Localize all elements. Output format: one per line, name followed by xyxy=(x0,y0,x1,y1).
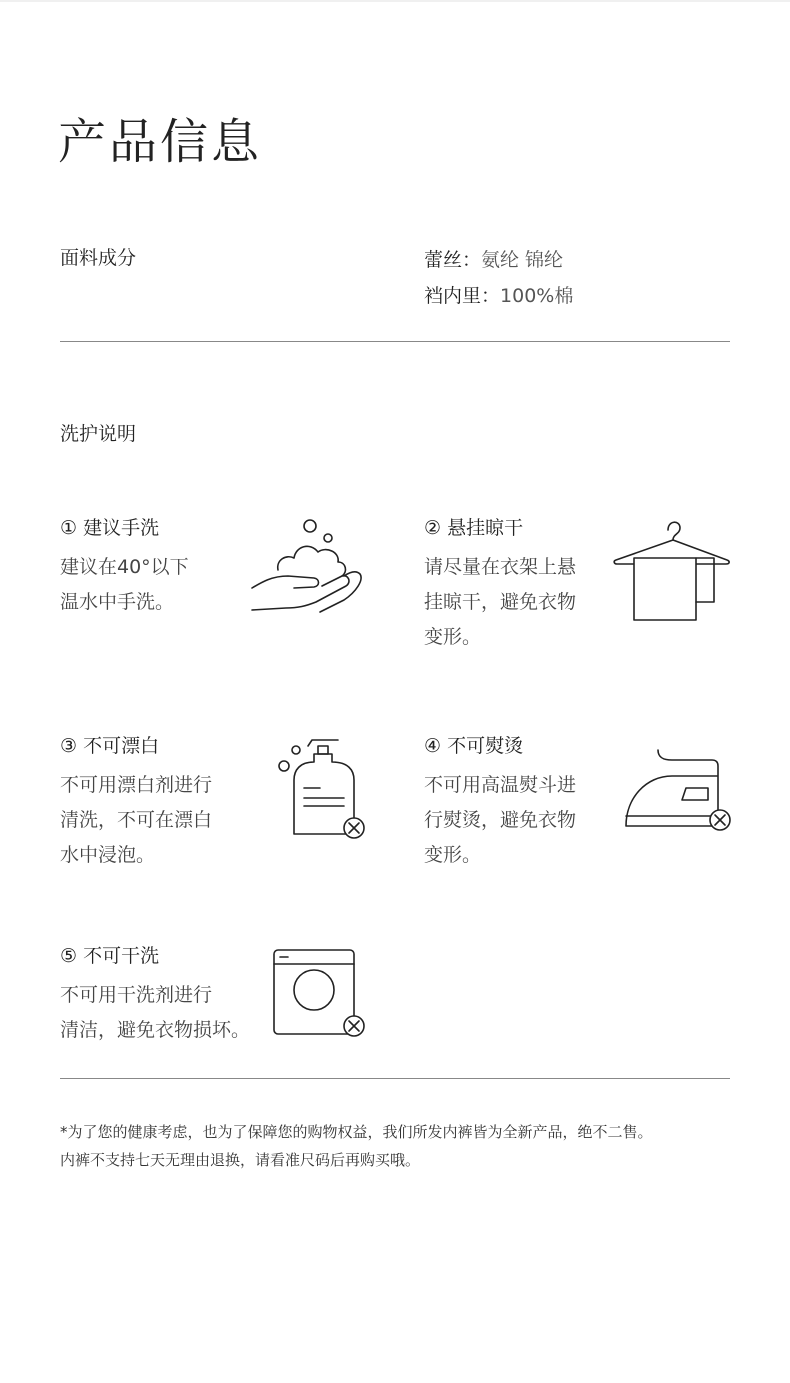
care-instructions-title: 洗护说明 xyxy=(60,423,137,445)
purchase-notice xyxy=(60,1118,653,1174)
care-item-title: ⑤ 不可干洗 xyxy=(60,945,160,967)
fabric-key: 蕾丝： xyxy=(424,249,482,271)
fabric-value: 100%棉 xyxy=(500,285,574,307)
care-item-title: ③ 不可漂白 xyxy=(60,735,160,757)
description-line: 变形。 xyxy=(424,844,482,866)
description-line: 挂晾干，避免衣物 xyxy=(424,591,577,613)
section-divider xyxy=(60,1078,730,1079)
description-line: 温水中手洗。 xyxy=(60,591,175,613)
description-line: 变形。 xyxy=(424,626,482,648)
no-dry-clean-icon xyxy=(272,946,368,1042)
care-item-title: ① 建议手洗 xyxy=(60,517,160,539)
description-line: 行熨烫，避免衣物 xyxy=(424,809,577,831)
no-bleach-icon xyxy=(274,736,370,844)
fabric-composition-label: 面料成分 xyxy=(60,247,137,269)
fabric-composition-values xyxy=(424,242,573,314)
description-line: 清洁，避免衣物损坏。 xyxy=(60,1019,251,1041)
description-line: 不可用漂白剂进行 xyxy=(60,774,213,796)
section-divider xyxy=(60,341,730,342)
care-item-title: ④ 不可熨烫 xyxy=(424,735,524,757)
page-title: 产品信息 xyxy=(58,114,263,170)
care-item-title: ② 悬挂晾干 xyxy=(424,517,524,539)
no-iron-icon xyxy=(624,746,734,836)
fabric-line-lace xyxy=(424,242,573,278)
fabric-value: 氨纶 锦纶 xyxy=(481,249,564,271)
description-line: 不可用干洗剂进行 xyxy=(60,984,213,1006)
top-edge-line xyxy=(0,0,790,2)
hanger-dry-icon xyxy=(612,516,734,624)
fabric-line-lining xyxy=(424,278,573,314)
hand-wash-icon xyxy=(248,516,368,616)
notice-line: *为了您的健康考虑，也为了保障您的购物权益，我们所发内裤皆为全新产品，绝不二售。 xyxy=(60,1123,653,1141)
fabric-key: 裆内里： xyxy=(424,285,501,307)
description-line: 不可用高温熨斗进 xyxy=(424,774,577,796)
notice-line: 内裤不支持七天无理由退换，请看准尺码后再购买哦。 xyxy=(60,1151,421,1169)
description-line: 请尽量在衣架上悬 xyxy=(424,556,577,578)
description-line: 清洗，不可在漂白 xyxy=(60,809,213,831)
description-line: 建议在40°以下 xyxy=(60,556,189,578)
description-line: 水中浸泡。 xyxy=(60,844,156,866)
